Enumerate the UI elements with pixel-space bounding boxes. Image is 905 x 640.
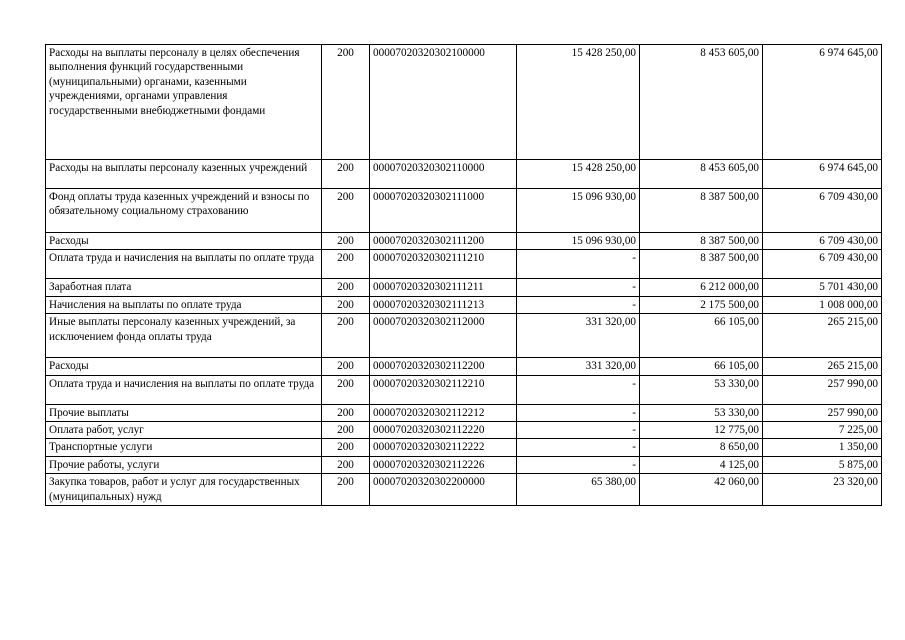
- row-value-1-cell: -: [517, 456, 640, 473]
- row-code-cell: 200: [322, 474, 370, 506]
- row-classification-cell: 00007020320302112220: [370, 422, 517, 439]
- row-value-1-cell: -: [517, 375, 640, 404]
- row-value-1-cell: 15 096 930,00: [517, 233, 640, 250]
- row-code-cell: 200: [322, 456, 370, 473]
- row-name-cell: Оплата работ, услуг: [46, 422, 322, 439]
- table-row: [46, 296, 882, 313]
- row-classification-cell: 00007020320302111000: [370, 189, 517, 233]
- row-value-1-cell: 15 096 930,00: [517, 189, 640, 233]
- row-value-1-cell: 15 428 250,00: [517, 160, 640, 189]
- row-value-1-cell: -: [517, 439, 640, 456]
- document-page: [45, 44, 881, 506]
- table-row: [46, 422, 882, 439]
- row-name-cell: Закупка товаров, работ и услуг для государственных (муниципальных) нужд: [46, 474, 322, 506]
- row-value-3-cell: 265 215,00: [763, 314, 882, 358]
- row-value-3-cell: 1 350,00: [763, 439, 882, 456]
- row-classification-cell: 00007020320302111211: [370, 279, 517, 296]
- row-value-2-cell: 6 212 000,00: [640, 279, 763, 296]
- row-name-cell: Расходы на выплаты персоналу казенных учреждений: [46, 160, 322, 189]
- row-value-2-cell: 8 387 500,00: [640, 233, 763, 250]
- row-value-3-cell: 6 709 430,00: [763, 189, 882, 233]
- row-code-cell: 200: [322, 160, 370, 189]
- row-value-2-cell: 53 330,00: [640, 375, 763, 404]
- row-code-cell: 200: [322, 314, 370, 358]
- row-name-cell: Расходы на выплаты персоналу в целях обеспечения выполнения функций государственными (муниципальными) органами, казенными учреждениями, органами управления государственными внебюджетными фондами: [46, 45, 322, 160]
- row-classification-cell: 00007020320302112222: [370, 439, 517, 456]
- row-name-cell: Расходы: [46, 358, 322, 375]
- row-value-2-cell: 8 650,00: [640, 439, 763, 456]
- row-value-2-cell: 53 330,00: [640, 404, 763, 421]
- table-row: [46, 404, 882, 421]
- row-code-cell: 200: [322, 233, 370, 250]
- table-row: [46, 233, 882, 250]
- row-code-cell: 200: [322, 250, 370, 279]
- row-name-cell: Заработная плата: [46, 279, 322, 296]
- row-name-cell: Транспортные услуги: [46, 439, 322, 456]
- row-classification-cell: 00007020320302112200: [370, 358, 517, 375]
- budget-table-body: [46, 45, 882, 506]
- row-value-3-cell: 257 990,00: [763, 404, 882, 421]
- row-classification-cell: 00007020320302110000: [370, 160, 517, 189]
- table-row: [46, 439, 882, 456]
- table-row: [46, 314, 882, 358]
- row-value-3-cell: 265 215,00: [763, 358, 882, 375]
- row-value-1-cell: 331 320,00: [517, 358, 640, 375]
- row-value-1-cell: -: [517, 404, 640, 421]
- row-code-cell: 200: [322, 45, 370, 160]
- row-classification-cell: 00007020320302112212: [370, 404, 517, 421]
- row-value-1-cell: 65 380,00: [517, 474, 640, 506]
- row-value-3-cell: 6 709 430,00: [763, 233, 882, 250]
- row-name-cell: Расходы: [46, 233, 322, 250]
- row-code-cell: 200: [322, 375, 370, 404]
- row-code-cell: 200: [322, 404, 370, 421]
- row-value-1-cell: -: [517, 422, 640, 439]
- row-name-cell: Фонд оплаты труда казенных учреждений и взносы по обязательному социальному страхованию: [46, 189, 322, 233]
- row-value-2-cell: 12 775,00: [640, 422, 763, 439]
- row-classification-cell: 00007020320302112000: [370, 314, 517, 358]
- row-value-2-cell: 8 453 605,00: [640, 160, 763, 189]
- row-value-2-cell: 66 105,00: [640, 358, 763, 375]
- row-name-cell: Оплата труда и начисления на выплаты по оплате труда: [46, 375, 322, 404]
- row-value-3-cell: 23 320,00: [763, 474, 882, 506]
- row-value-3-cell: 6 974 645,00: [763, 45, 882, 160]
- table-row: [46, 456, 882, 473]
- row-name-cell: Прочие выплаты: [46, 404, 322, 421]
- table-row: [46, 279, 882, 296]
- row-value-3-cell: 1 008 000,00: [763, 296, 882, 313]
- row-value-2-cell: 66 105,00: [640, 314, 763, 358]
- row-name-cell: Начисления на выплаты по оплате труда: [46, 296, 322, 313]
- table-row: [46, 474, 882, 506]
- row-value-2-cell: 42 060,00: [640, 474, 763, 506]
- row-classification-cell: 00007020320302112226: [370, 456, 517, 473]
- row-value-3-cell: 5 701 430,00: [763, 279, 882, 296]
- row-classification-cell: 00007020320302111213: [370, 296, 517, 313]
- row-value-2-cell: 8 387 500,00: [640, 189, 763, 233]
- table-row: [46, 45, 882, 160]
- row-value-1-cell: -: [517, 279, 640, 296]
- row-value-2-cell: 8 453 605,00: [640, 45, 763, 160]
- row-code-cell: 200: [322, 439, 370, 456]
- row-name-cell: Иные выплаты персоналу казенных учреждений, за исключением фонда оплаты труда: [46, 314, 322, 358]
- row-value-1-cell: 15 428 250,00: [517, 45, 640, 160]
- row-classification-cell: 00007020320302112210: [370, 375, 517, 404]
- table-row: [46, 189, 882, 233]
- row-value-2-cell: 2 175 500,00: [640, 296, 763, 313]
- row-classification-cell: 00007020320302100000: [370, 45, 517, 160]
- row-value-3-cell: 6 974 645,00: [763, 160, 882, 189]
- row-name-cell: Прочие работы, услуги: [46, 456, 322, 473]
- row-value-1-cell: -: [517, 296, 640, 313]
- table-row: [46, 250, 882, 279]
- row-value-3-cell: 6 709 430,00: [763, 250, 882, 279]
- row-value-3-cell: 7 225,00: [763, 422, 882, 439]
- row-value-3-cell: 257 990,00: [763, 375, 882, 404]
- row-code-cell: 200: [322, 422, 370, 439]
- table-row: [46, 358, 882, 375]
- row-value-1-cell: -: [517, 250, 640, 279]
- budget-table: [45, 44, 882, 506]
- row-code-cell: 200: [322, 358, 370, 375]
- row-code-cell: 200: [322, 189, 370, 233]
- row-code-cell: 200: [322, 279, 370, 296]
- row-classification-cell: 00007020320302200000: [370, 474, 517, 506]
- row-value-2-cell: 4 125,00: [640, 456, 763, 473]
- table-row: [46, 375, 882, 404]
- row-value-3-cell: 5 875,00: [763, 456, 882, 473]
- row-classification-cell: 00007020320302111200: [370, 233, 517, 250]
- row-code-cell: 200: [322, 296, 370, 313]
- row-classification-cell: 00007020320302111210: [370, 250, 517, 279]
- row-value-2-cell: 8 387 500,00: [640, 250, 763, 279]
- row-value-1-cell: 331 320,00: [517, 314, 640, 358]
- row-name-cell: Оплата труда и начисления на выплаты по оплате труда: [46, 250, 322, 279]
- table-row: [46, 160, 882, 189]
